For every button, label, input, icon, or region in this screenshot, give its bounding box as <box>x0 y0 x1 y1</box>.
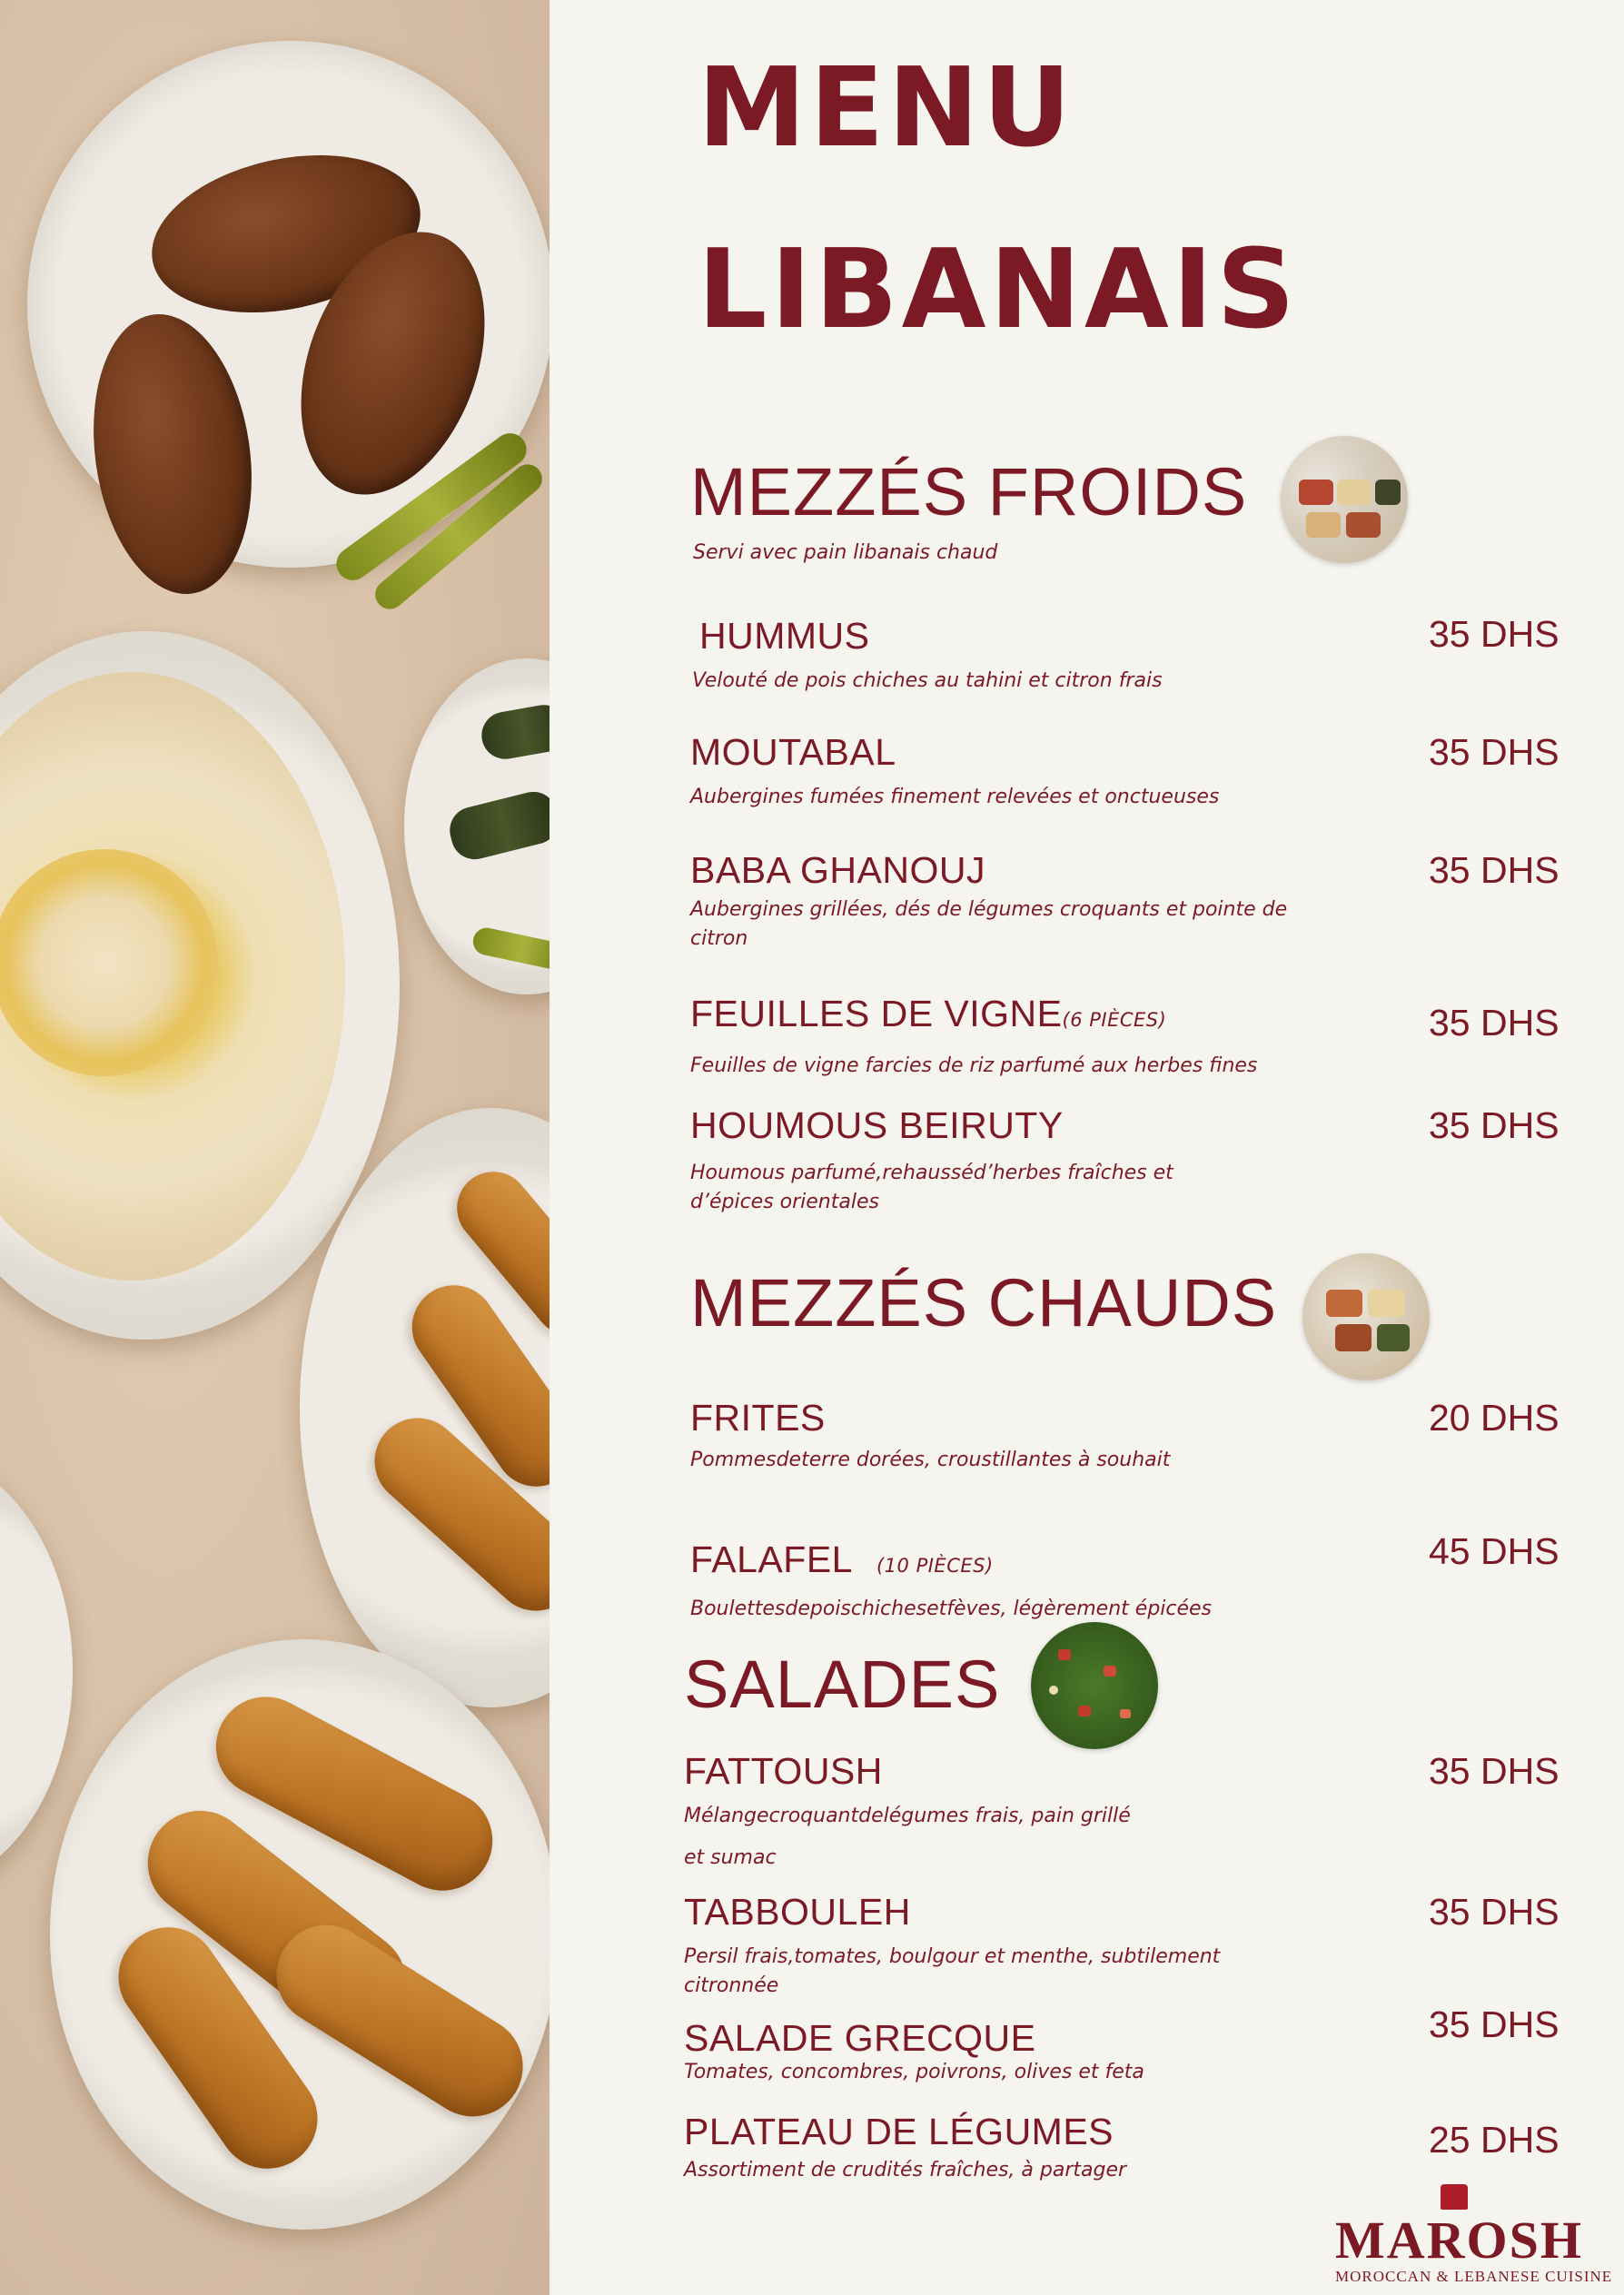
tabbouleh-salad-photo <box>1031 1622 1158 1749</box>
item-desc-salade-grecque: Tomates, concombres, poivrons, olives et feta <box>684 2061 1144 2083</box>
item-price-tabbouleh: 35 DHS <box>1429 1891 1560 1933</box>
item-price-falafel: 45 DHS <box>1429 1530 1560 1572</box>
item-name-hummus: HUMMUS <box>699 615 870 657</box>
item-desc-houmous-beiruty: Houmous parfumé,rehausséd’herbes fraîches et d’épices orientales <box>690 1162 1173 1213</box>
item-desc-frites: Pommesdeterre dorées, croustillantes à souhait <box>690 1449 1171 1471</box>
marosh-logo <box>1324 2184 1613 2285</box>
item-desc-hummus: Velouté de pois chiches au tahini et citron frais <box>692 669 1163 692</box>
item-name-baba-ghanouj: BABA GHANOUJ <box>690 849 985 891</box>
item-price-frites: 20 DHS <box>1429 1397 1560 1439</box>
side-plate <box>0 1453 73 1889</box>
item-price-salade-grecque: 35 DHS <box>1429 2003 1560 2045</box>
item-desc-tabbouleh: Persil frais,tomates, boulgour et menthe, subtilement citronnée <box>684 1945 1221 1997</box>
item-name-feuilles-de-vigne-label: FEUILLES DE VIGNE <box>690 993 1063 1034</box>
item-desc-plateau-de-legumes: Assortiment de crudités fraîches, à partager <box>684 2159 1127 2181</box>
hummus-center <box>0 849 218 1076</box>
item-desc-fattoush: Mélangecroquantdelégumes frais, pain grillé <box>684 1805 1131 1827</box>
item-name-houmous-beiruty: HOUMOUS BEIRUTY <box>690 1104 1064 1146</box>
item-name-fattoush: FATTOUSH <box>684 1750 883 1792</box>
lebanese-mezze-food-photo <box>0 0 550 2295</box>
item-price-baba-ghanouj: 35 DHS <box>1429 849 1560 891</box>
hot-mezze-platter-photo <box>1302 1253 1430 1380</box>
item-name-salade-grecque: SALADE GRECQUE <box>684 2017 1036 2059</box>
item-desc-fattoush-line2: et sumac <box>684 1846 777 1869</box>
item-name-feuilles-de-vigne <box>690 995 1166 1033</box>
item-price-plateau-de-legumes: 25 DHS <box>1429 2119 1560 2161</box>
logo-wordmark: MAROSH <box>1335 2211 1583 2270</box>
item-name-falafel <box>690 1538 994 1580</box>
fez-hat-icon <box>1441 2184 1468 2210</box>
item-desc-falafel: Boulettesdepoischichesetfèves, légèrement épicées <box>690 1598 1213 1620</box>
item-price-fattoush: 35 DHS <box>1429 1750 1560 1792</box>
section-title-mezzes-chauds: MEZZÉS CHAUDS <box>690 1265 1278 1340</box>
item-name-frites: FRITES <box>690 1397 826 1439</box>
item-desc-baba-ghanouj: Aubergines grillées, dés de légumes croquants et pointe de citron <box>690 898 1288 950</box>
item-price-moutabal: 35 DHS <box>1429 731 1560 773</box>
item-desc-feuilles-de-vigne: Feuilles de vigne farcies de riz parfumé aux herbes fines <box>690 1054 1258 1077</box>
item-price-feuilles-de-vigne: 35 DHS <box>1429 1002 1560 1044</box>
menu-title-line1: MENU <box>698 45 1075 172</box>
item-name-moutabal: MOUTABAL <box>690 731 896 773</box>
item-name-tabbouleh: TABBOULEH <box>684 1891 911 1933</box>
item-name-plateau-de-legumes: PLATEAU DE LÉGUMES <box>684 2111 1114 2152</box>
section-title-mezzes-froids: MEZZÉS FROIDS <box>690 454 1248 529</box>
item-price-houmous-beiruty: 35 DHS <box>1429 1104 1560 1146</box>
item-price-hummus: 35 DHS <box>1429 613 1560 655</box>
menu-title-line2: LIBANAIS <box>698 227 1299 353</box>
item-desc-moutabal: Aubergines fumées finement relevées et onctueuses <box>690 786 1220 808</box>
item-name-falafel-label: FALAFEL <box>690 1538 853 1580</box>
logo-tagline: MOROCCAN & LEBANESE CUISINE <box>1335 2268 1613 2285</box>
item-qty-feuilles-de-vigne: (6 PIÈCES) <box>1062 1009 1167 1031</box>
section-title-salades: SALADES <box>684 1647 1001 1722</box>
cold-mezze-platter-photo <box>1281 436 1408 563</box>
item-qty-falafel: (10 PIÈCES) <box>876 1555 994 1577</box>
section-note-mezzes-froids: Servi avec pain libanais chaud <box>693 541 998 564</box>
